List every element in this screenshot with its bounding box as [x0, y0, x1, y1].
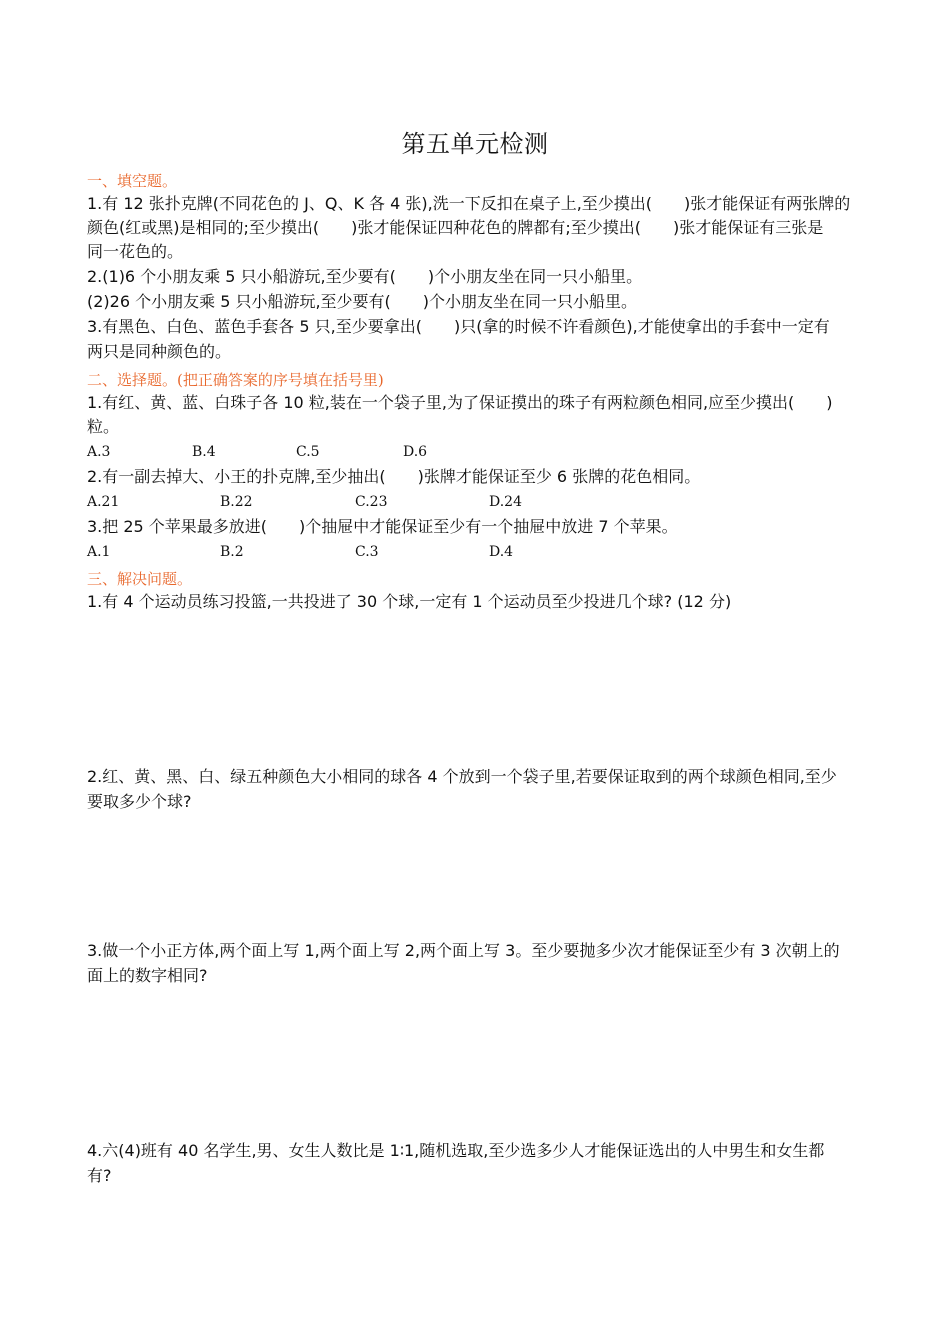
- choice-option: B.4: [192, 444, 216, 460]
- choice-option: C.23: [355, 494, 388, 510]
- question-line: 粒。: [87, 417, 120, 436]
- question-line: 4.六(4)班有 40 名学生,男、女生人数比是 1∶1,随机选取,至少选多少人才能保证选出的人中男生和女生都: [87, 1141, 825, 1160]
- question-line: 面上的数字相同?: [87, 966, 208, 985]
- question-line: 2.(1)6 个小朋友乘 5 只小船游玩,至少要有( )个小朋友坐在同一只小船里。: [87, 267, 643, 286]
- section-heading-multiple-choice: 二、选择题。(把正确答案的序号填在括号里): [87, 371, 384, 389]
- question-line: 2.有一副去掉大、小王的扑克牌,至少抽出( )张牌才能保证至少 6 张牌的花色相同。: [87, 467, 701, 486]
- section-heading-word-problems: 三、解决问题。: [87, 570, 193, 588]
- question-line: 1.有 4 个运动员练习投篮,一共投进了 30 个球,一定有 1 个运动员至少投进几个球? (12 分): [87, 592, 732, 611]
- question-line: 3.有黑色、白色、蓝色手套各 5 只,至少要拿出( )只(拿的时候不许看颜色),才能使拿出的手套中一定有: [87, 317, 830, 336]
- choice-option: B.2: [220, 544, 244, 560]
- question-line: 1.有 12 张扑克牌(不同花色的 J、Q、K 各 4 张),洗一下反扣在桌子上,至少摸出( )张才能保证有两张牌的: [87, 194, 851, 213]
- question-line: (2)26 个小朋友乘 5 只小船游玩,至少要有( )个小朋友坐在同一只小船里。: [87, 292, 638, 311]
- choice-option: C.5: [296, 444, 320, 460]
- choice-option: D.24: [489, 494, 522, 510]
- choice-option: B.22: [220, 494, 253, 510]
- question-line: 要取多少个球?: [87, 792, 192, 811]
- choice-option: D.6: [403, 444, 428, 460]
- page-title: 第五单元检测: [401, 130, 549, 158]
- question-line: 同一花色的。: [87, 242, 184, 261]
- choice-option: D.4: [489, 544, 514, 560]
- question-line: 颜色(红或黑)是相同的;至少摸出( )张才能保证四种花色的牌都有;至少摸出( )张才能保证有三张是: [87, 218, 824, 237]
- question-line: 两只是同种颜色的。: [87, 342, 232, 361]
- choice-option: A.1: [87, 544, 111, 560]
- question-line: 3.把 25 个苹果最多放进( )个抽屉中才能保证至少有一个抽屉中放进 7 个苹果。: [87, 517, 678, 536]
- question-line: 3.做一个小正方体,两个面上写 1,两个面上写 2,两个面上写 3。至少要抛多少次才能保证至少有 3 次朝上的: [87, 941, 840, 960]
- choice-option: C.3: [355, 544, 379, 560]
- question-line: 有?: [87, 1166, 112, 1185]
- section-heading-fill-blank: 一、填空题。: [87, 172, 178, 190]
- choice-option: A.21: [87, 494, 120, 510]
- choice-option: A.3: [87, 444, 111, 460]
- question-line: 1.有红、黄、蓝、白珠子各 10 粒,装在一个袋子里,为了保证摸出的珠子有两粒颜色相同,应至少摸出( ): [87, 393, 833, 412]
- question-line: 2.红、黄、黑、白、绿五种颜色大小相同的球各 4 个放到一个袋子里,若要保证取到的两个球颜色相同,至少: [87, 767, 837, 786]
